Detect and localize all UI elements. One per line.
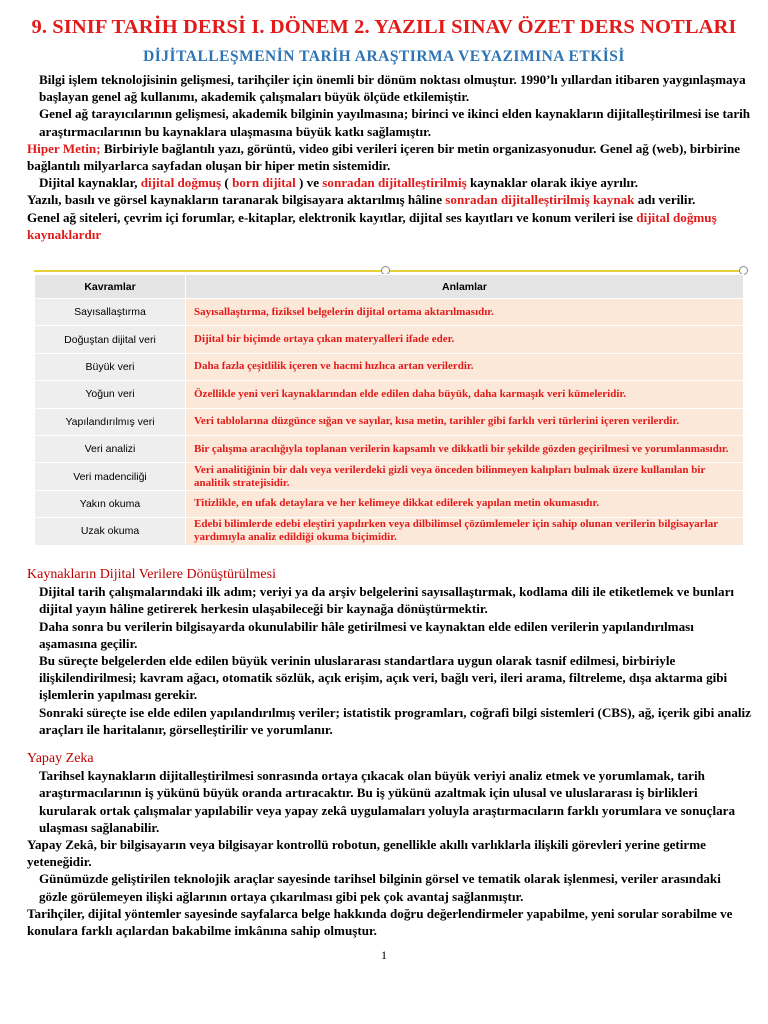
- section-heading: Yapay Zeka: [27, 751, 94, 766]
- term-cell: Veri madenciliği: [35, 463, 186, 490]
- meaning-cell: Veri analitiğinin bir dalı veya verilerdeki gizli veya önceden bilinmeyen kalıpları bulmak üzere kullanılan bir analitik stratejisidir.: [186, 463, 744, 490]
- meaning-cell: Dijital bir biçimde ortaya çıkan materyalleri ifade eder.: [186, 326, 744, 353]
- text-span: (: [221, 175, 233, 191]
- term-cell: Veri analizi: [35, 435, 186, 462]
- hiper-metin-text: Birbiriyle bağlantılı yazı, görüntü, video gibi verileri içeren bir metin organizasyonudur. Genel ağ (web), birbirine bağlantılı milyarlarca sayfadan oluşan bir hiper metin sistemidir.: [27, 140, 741, 174]
- term-cell: Sayısallaştırma: [35, 299, 186, 326]
- table-row: [35, 408, 744, 435]
- intro-section: [27, 71, 751, 243]
- section-paragraph: Bu süreçte belgelerden elde edilen büyük verinin uluslararası standartlara uygun olarak tasnif edilmesi, birbiriyle ilişkilendirilmesi; kavram ağacı, otomatik sözlük, açık erişim, açık veri, bağlı veri, ileri arama, filtreleme, dışa aktarma gibi işlemlerin yapılması gerekir.: [39, 653, 728, 703]
- table-row: [35, 381, 744, 408]
- section-paragraph: Daha sonra bu verilerin bilgisayarda okunulabilir hâle getirilmesi ve kaynaktan elde edilen verilerin yapılandırılması aşamasına geçilir.: [39, 618, 694, 651]
- highlight-span: born dijital: [232, 175, 296, 191]
- meaning-cell: Veri tablolarına düzgünce sığan ve sayılar, kısa metin, tarihler gibi farklı veri türlerini içeren verilerdir.: [186, 408, 744, 435]
- page-title: 9. SINIF TARİH DERSİ I. DÖNEM 2. YAZILI SINAV ÖZET DERS NOTLARI: [31, 16, 737, 38]
- section-paragraph: Sonraki süreçte ise elde edilen yapılandırılmış veriler; istatistik programları, coğrafi bilgi sistemleri (CBS), ağ, içerik gibi analiz araçları ile haritalanır, görselleştirilir ve yorumlanır.: [39, 704, 751, 737]
- meaning-cell: Bir çalışma aracılığıyla toplanan verilerin kapsamlı ve dikkatli bir şekilde gözden geçirilmesi ve yorumlanmasıdır.: [186, 435, 744, 462]
- text-span: Yazılı, basılı ve görsel kaynakların taranarak bilgisayara aktarılmış hâline: [27, 192, 446, 208]
- section-ai: [27, 750, 751, 939]
- concepts-table: [34, 274, 744, 546]
- meaning-cell: Özellikle yeni veri kaynaklarından elde edilen daha büyük, daha karmaşık veri kümeleridir.: [186, 381, 744, 408]
- section-digitization: [27, 566, 751, 738]
- table-row: [35, 353, 744, 380]
- section-heading: Kaynakların Dijital Verilere Dönüştürülmesi: [27, 567, 276, 582]
- meaning-cell: Daha fazla çeşitlilik içeren ve hacmi hızlıca artan verilerdir.: [186, 353, 744, 380]
- highlight-span: sonradan dijitalleştirilmiş: [322, 175, 467, 191]
- hiper-metin-label: Hiper Metin;: [27, 140, 101, 156]
- section-paragraph: Tarihçiler, dijital yöntemler sayesinde sayfalarca belge hakkında doğru değerlendirmeler yapabilme, yeni sorular sorabilme ve konulara farklı açılardan bakabilme imkânına sahip olmuştur.: [27, 905, 733, 939]
- text-span: ) ve: [295, 175, 323, 191]
- table-header-anlamlar: Anlamlar: [186, 275, 744, 299]
- table-row: [35, 490, 744, 517]
- page-number: 1: [381, 948, 387, 962]
- meaning-cell: Titizlikle, en ufak detaylara ve her kelimeye dikkat edilerek yapılan metin okumasıdır.: [186, 490, 744, 517]
- text-span: Dijital kaynaklar,: [39, 175, 141, 191]
- table-row: [35, 435, 744, 462]
- term-cell: Yoğun veri: [35, 381, 186, 408]
- text-span: Genel ağ siteleri, çevrim içi forumlar, e-kitaplar, elektronik kayıtlar, dijital ses kayıtları ve konum verileri ise: [27, 209, 637, 225]
- text-span: adı verilir.: [634, 192, 696, 208]
- intro-paragraph-1: Bilgi işlem teknolojisinin gelişmesi, tarihçiler için önemli bir dönüm noktası olmuştur. 1990’lı yıllardan itibaren yaygınlaşmaya başlayan genel ağ kullanımı, akademik çalışmaları büyük ölçüde etkilemiştir.: [39, 72, 746, 105]
- highlight-span: dijital doğmuş: [140, 175, 222, 191]
- intro-paragraph-4: [27, 174, 751, 191]
- intro-paragraph-3: [27, 140, 751, 174]
- highlight-span: dijital doğmuş kaynaklardır: [27, 209, 717, 242]
- table-row: [35, 463, 744, 490]
- table-row: [35, 518, 744, 545]
- section-paragraph: Yapay Zekâ, bir bilgisayarın veya bilgisayar kontrollü robotun, genellikle akıllı varlıklarla ilişkili görevleri yerine getirme yeteneğidir.: [27, 837, 706, 870]
- term-cell: Yapılandırılmış veri: [35, 408, 186, 435]
- text-span: kaynaklar olarak ikiye ayrılır.: [466, 175, 639, 191]
- concepts-table-image: [34, 270, 744, 550]
- page-subtitle: DİJİTALLEŞMENİN TARİH ARAŞTIRMA VEYAZIMINA ETKİSİ: [143, 48, 625, 65]
- table-header-kavramlar: Kavramlar: [35, 275, 186, 299]
- highlight-span: sonradan dijitalleştirilmiş kaynak: [445, 192, 635, 208]
- term-cell: Uzak okuma: [35, 518, 186, 545]
- intro-paragraph-6: [27, 209, 751, 243]
- section-paragraph: Tarihsel kaynakların dijitalleştirilmesi sonrasında ortaya çıkacak olan büyük veriyi analiz etmek ve yorumlamak, tarih araştırmacılarının iş yükünü büyük oranda artıracaktır. Bu iş yükünü azaltmak için ulusal ve uluslararası iş birlikleri kurularak ortak çalışmalar yapılabilir veya yapay zekâ uygulamaları yoluyla araştırmacıların farklı yorumlara ve sonuçlara ulaşması sağlanabilir.: [39, 768, 736, 835]
- table-row: [35, 299, 744, 326]
- intro-paragraph-5: [27, 191, 751, 208]
- meaning-cell: Edebi bilimlerde edebi eleştiri yapılırken veya dilbilimsel çözümlemeler için sahip olunan verilerin bilgisayarlar yardımıyla analiz edildiği okuma biçimidir.: [186, 518, 744, 545]
- intro-paragraph-2: Genel ağ tarayıcılarının gelişmesi, akademik bilginin yayılmasına; birinci ve ikinci elden kaynakların dijitalleştirilmesi ise tarih araştırmacılarının bu kaynaklara ulaşmasına büyük katkı sağlamıştır.: [39, 106, 751, 139]
- table-row: [35, 326, 744, 353]
- section-paragraph: Günümüzde geliştirilen teknolojik araçlar sayesinde tarihsel bilginin görsel ve tematik olarak işlenmesi, veriler arasındaki gözle görülemeyen ilişki ağlarının ortaya çıkarılması gibi pek çok avantaj sağlanmıştır.: [39, 871, 721, 904]
- term-cell: Doğuştan dijital veri: [35, 326, 186, 353]
- term-cell: Büyük veri: [35, 353, 186, 380]
- meaning-cell: Sayısallaştırma, fiziksel belgelerin dijital ortama aktarılmasıdır.: [186, 299, 744, 326]
- term-cell: Yakın okuma: [35, 490, 186, 517]
- section-paragraph: Dijital tarih çalışmalarındaki ilk adım; veriyi ya da arşiv belgelerini sayısallaştırmak, kodlama dili ile etiketlemek ve bunları dijital yayın hâline getirerek herkesin ulaşabileceği bir kaynağa dönüştürmektir.: [39, 584, 735, 617]
